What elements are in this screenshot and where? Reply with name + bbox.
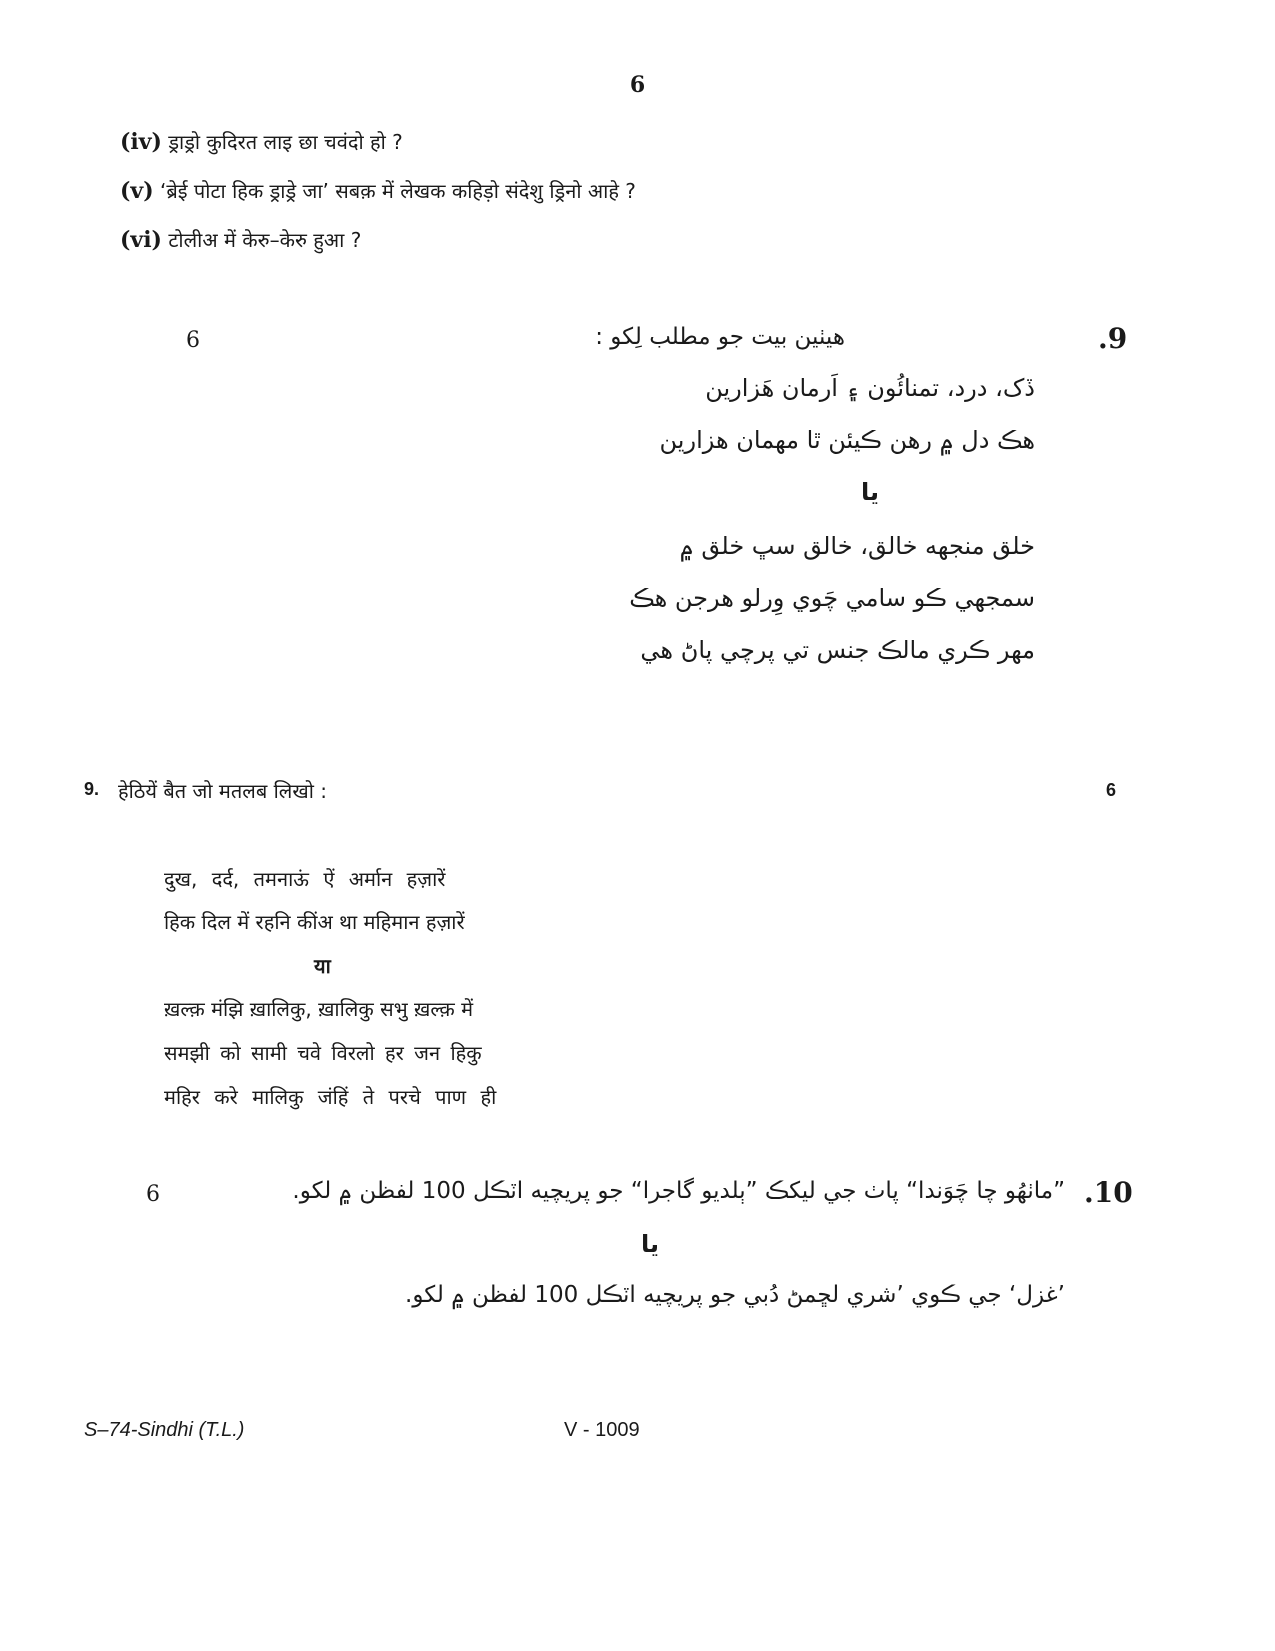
q9-hindi-line: ख़ल्क़ मंझि ख़ालिकु, ख़ालिकु सभु ख़ल्क़ में <box>164 997 474 1021</box>
page-number: 6 <box>629 72 646 98</box>
q9-sindhi-line: هڪ دل ۾ رهن ڪيئن ٿا مهمان هزارين <box>659 426 1035 454</box>
q10-line: ”ماٺهُو چا چَوَندا“ پاٺ جي ليکڪ ”ٻلديو گاجرا“ جو پريچيه اٽڪل 100 لفظن ۾ لکو. <box>292 1178 1065 1204</box>
q9-hindi-number: 9. <box>84 779 100 799</box>
question-number: (vi) <box>120 227 162 253</box>
q9-hindi-prompt: हेठियें बैत जो मतलब लिखो : <box>118 779 328 803</box>
footer-course-code: S–74-Sindhi (T.L.) <box>84 1419 245 1441</box>
footer-paper-code: V - 1009 <box>564 1419 640 1441</box>
q9-hindi-line: समझी को सामी चवे विरलो हर जन हिकु <box>164 1041 482 1065</box>
q9-hindi-marks: 6 <box>1106 780 1117 800</box>
q10-or: يا <box>640 1230 660 1258</box>
question-text: ड्राड्रो कुदिरत लाइ छा चवंदो हो ? <box>168 130 403 154</box>
question-text: टोलीअ में केरु–केरु हुआ ? <box>168 228 362 252</box>
q9-sindhi-line: سمجهي ڪو سامي چَوي وِرلو هرجن هڪ <box>629 584 1035 612</box>
q9-sindhi-line: مهر ڪري مالڪ جنس تي پرچي پاڻ هي <box>640 636 1035 664</box>
q10-marks: 6 <box>146 1182 160 1207</box>
question-text: ‘ब्रेई पोटा हिक ड्राड्रे जा’ सबक़ में लेखक कहिड़ो संदेशु ड्रिनो आहे ? <box>159 179 636 203</box>
q10-line: ’غزل‘ جي ڪوي ’شري لڇمڻ دُبي جو پريچيه اٽڪل 100 لفظن ۾ لکو. <box>405 1282 1065 1308</box>
q9-sindhi-or: يا <box>860 478 880 506</box>
q9-sindhi-marks: 6 <box>186 328 200 353</box>
q9-hindi-or: या <box>314 954 331 978</box>
q10-number: .10 <box>1084 1176 1133 1209</box>
q9-sindhi-line: خلق منجهه خالق، خالق سڀ خلق ۾ <box>679 532 1035 560</box>
q9-hindi-line: हिक दिल में रहनि कींअ था महिमान हज़ारें <box>164 910 465 934</box>
question-iv <box>120 128 403 155</box>
q9-sindhi-prompt: هيٺين بيت جو مطلب لِکو : <box>595 324 845 350</box>
q9-hindi-line: महिर करे मालिकु जंहिं ते परचे पाण ही <box>164 1085 497 1109</box>
question-v <box>120 177 636 204</box>
question-vi <box>120 226 361 253</box>
q9-sindhi-number: .9 <box>1098 322 1128 355</box>
question-number: (iv) <box>120 129 162 155</box>
q9-sindhi-line: ڏک، درد، تمنائُون ۽ اَرمان هَزارين <box>705 374 1035 402</box>
question-number: (v) <box>120 178 154 204</box>
q9-hindi-line: दुख, दर्द, तमनाऊं ऐं अर्मान हज़ारें <box>164 867 446 891</box>
